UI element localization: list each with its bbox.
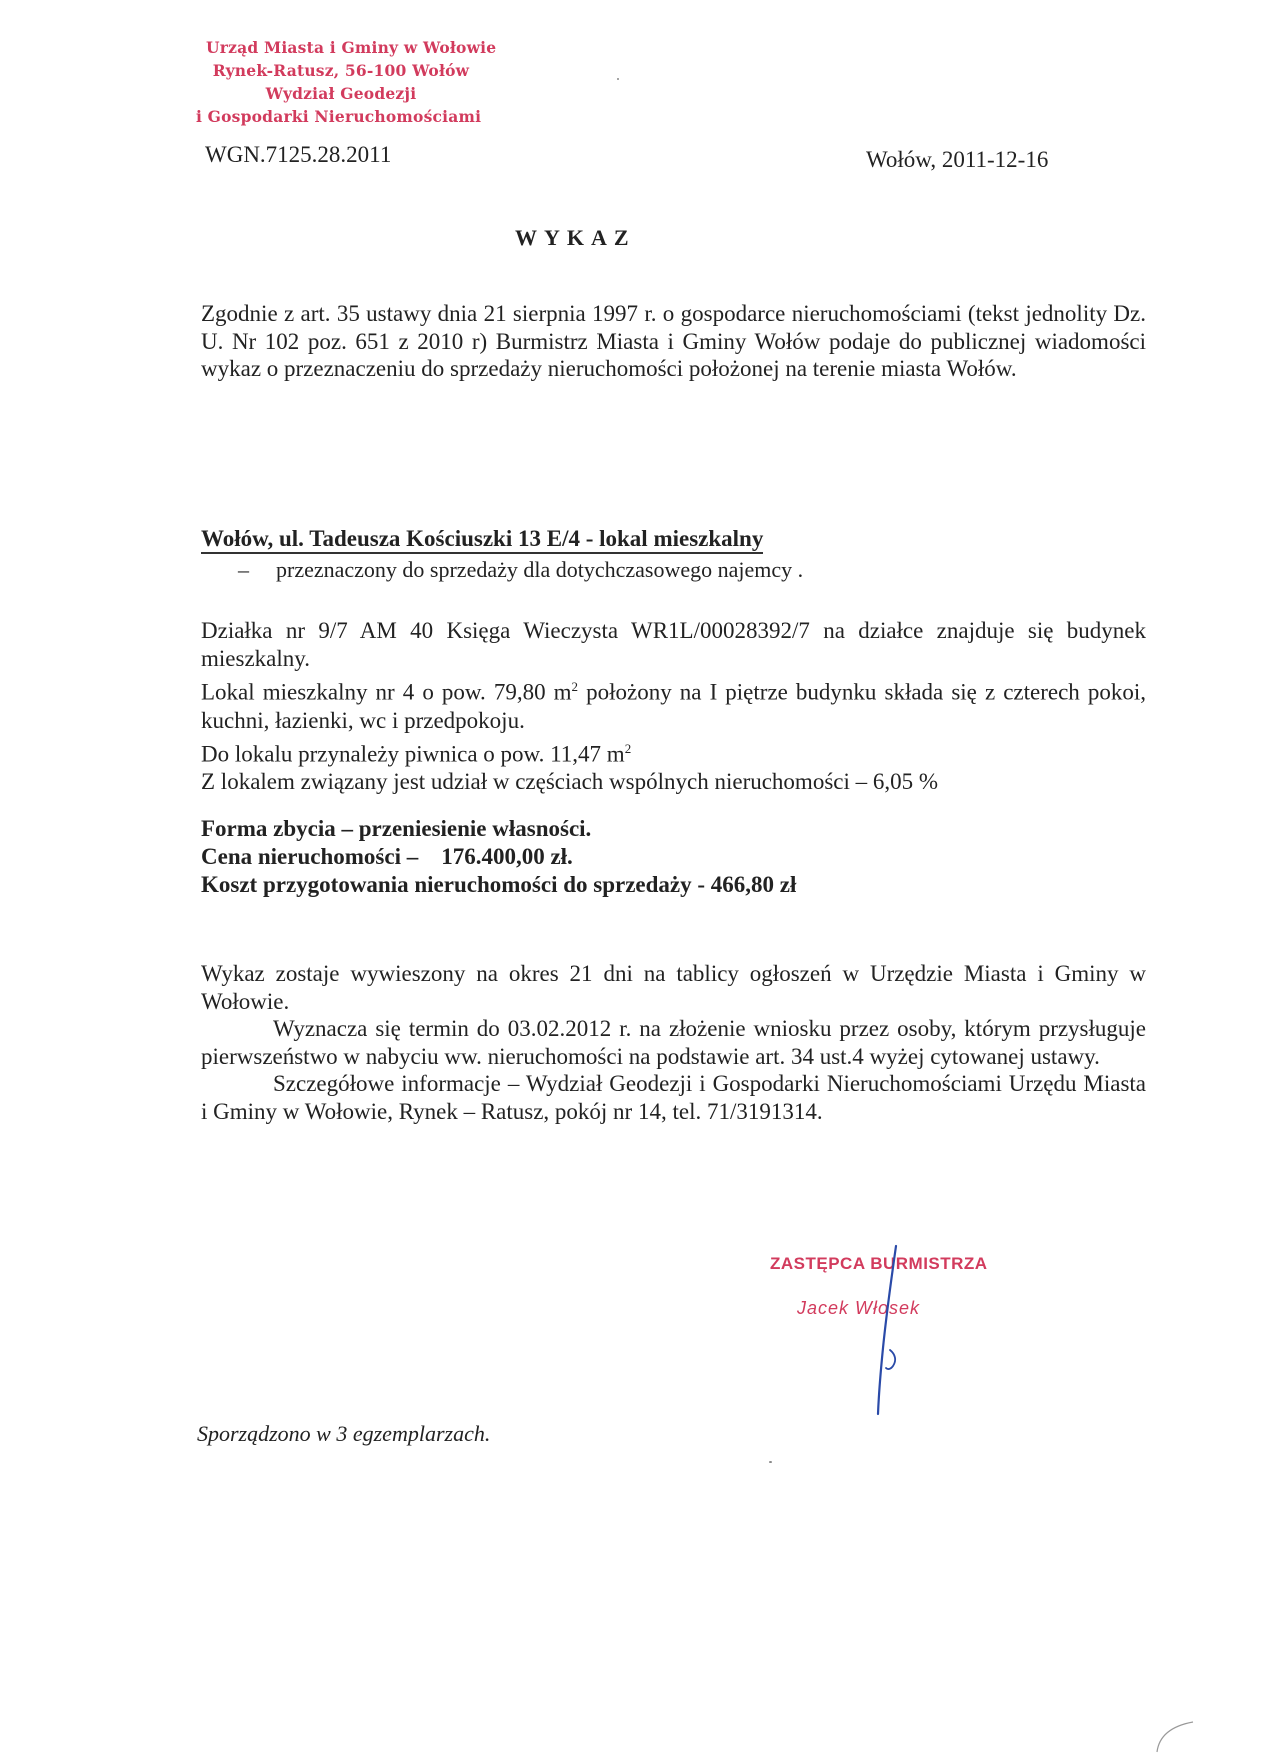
unit-sup: 2 — [571, 679, 579, 694]
stamp-line-4: i Gospodarki Nieruchomościami — [196, 107, 482, 126]
preparation-cost: Koszt przygotowania nieruchomości do sprzedaży - 466,80 zł — [201, 872, 797, 897]
sale-form: Forma zbycia – przeniesienie własności. — [201, 816, 592, 841]
unit-prefix: Lokal mieszkalny nr 4 o pow. 79,80 m — [201, 679, 572, 705]
document-date: Wołów, 2011-12-16 — [866, 147, 1049, 172]
stamp-line-1: Urząd Miasta i Gminy w Wołowie — [206, 38, 497, 57]
cellar-text — [201, 735, 1146, 769]
signatory-name-stamp: Jacek Włosek — [797, 1298, 921, 1318]
scan-speck — [769, 1461, 772, 1463]
signatory-title-stamp: ZASTĘPCA BURMISTRZA — [770, 1254, 988, 1273]
dash-bullet: – — [238, 557, 249, 582]
stamp-line-3: Wydział Geodezji — [265, 84, 417, 103]
document-title: WYKAZ — [515, 225, 636, 250]
share-text: Z lokalem związany jest udział w częściach wspólnych nieruchomości – 6,05 % — [201, 769, 939, 795]
plot-text: Działka nr 9/7 AM 40 Księga Wieczysta WR1L/00028392/7 na działce znajduje się budynek mieszkalny. — [201, 618, 1146, 671]
unit-suffix: położony na I piętrze budynku składa się z czterech pokoi, kuchni, łazienki, wc i przedpokoju. — [201, 679, 1147, 733]
cellar-prefix: Do lokalu przynależy piwnica o pow. 11,47 m — [201, 741, 625, 767]
purpose-text: przeznaczony do sprzedaży dla dotychczasowego najemcy . — [276, 557, 804, 582]
cellar-sup: 2 — [624, 740, 632, 756]
unit-text — [201, 673, 1146, 735]
intro-paragraph: Zgodnie z art. 35 ustawy dnia 21 sierpnia 1997 r. o gospodarce nieruchomościami (tekst jednolity Dz. U. Nr 102 poz. 651 z 2010 r) Burmistrz Miasta i Gminy Wołów podaje do publicznej wiadomości wykaz o przeznaczeniu do sprzedaży nieruchomości położonej na terenie miasta Wołów. — [201, 301, 1146, 381]
reference-number: WGN.7125.28.2011 — [205, 142, 392, 167]
stamp-line-2: Rynek-Ratusz, 56-100 Wołów — [212, 61, 470, 80]
property-details — [201, 617, 1146, 796]
handwritten-signature — [850, 1238, 910, 1418]
closing-paragraph-1: Wykaz zostaje wywieszony na okres 21 dni na tablicy ogłoszeń w Urzędzie Miasta i Gminy w Wołowie. — [201, 961, 1146, 1014]
sale-price: Cena nieruchomości – 176.400,00 zł. — [201, 844, 573, 869]
closing-section — [201, 960, 1146, 1125]
office-stamp — [196, 36, 497, 128]
property-heading: Wołów, ul. Tadeusza Kościuszki 13 E/4 - lokal mieszkalny — [201, 526, 763, 554]
sale-terms — [201, 815, 796, 899]
footer-note: Sporządzono w 3 egzemplarzach. — [197, 1421, 491, 1446]
purpose-line — [238, 557, 803, 583]
corner-fold-mark — [1155, 1718, 1195, 1753]
scan-speck — [617, 78, 619, 80]
closing-paragraph-3: Szczegółowe informacje – Wydział Geodezji i Gospodarki Nieruchomościami Urzędu Miasta i Gminy w Wołowie, Rynek – Ratusz, pokój nr 14, tel. 71/3191314. — [201, 1071, 1146, 1124]
closing-paragraph-2: Wyznacza się termin do 03.02.2012 r. na złożenie wniosku przez osoby, którym przysługuje pierwszeństwo w nabyciu ww. nieruchomości na podstawie art. 34 ust.4 wyżej cytowanej ustawy. — [201, 1016, 1146, 1069]
